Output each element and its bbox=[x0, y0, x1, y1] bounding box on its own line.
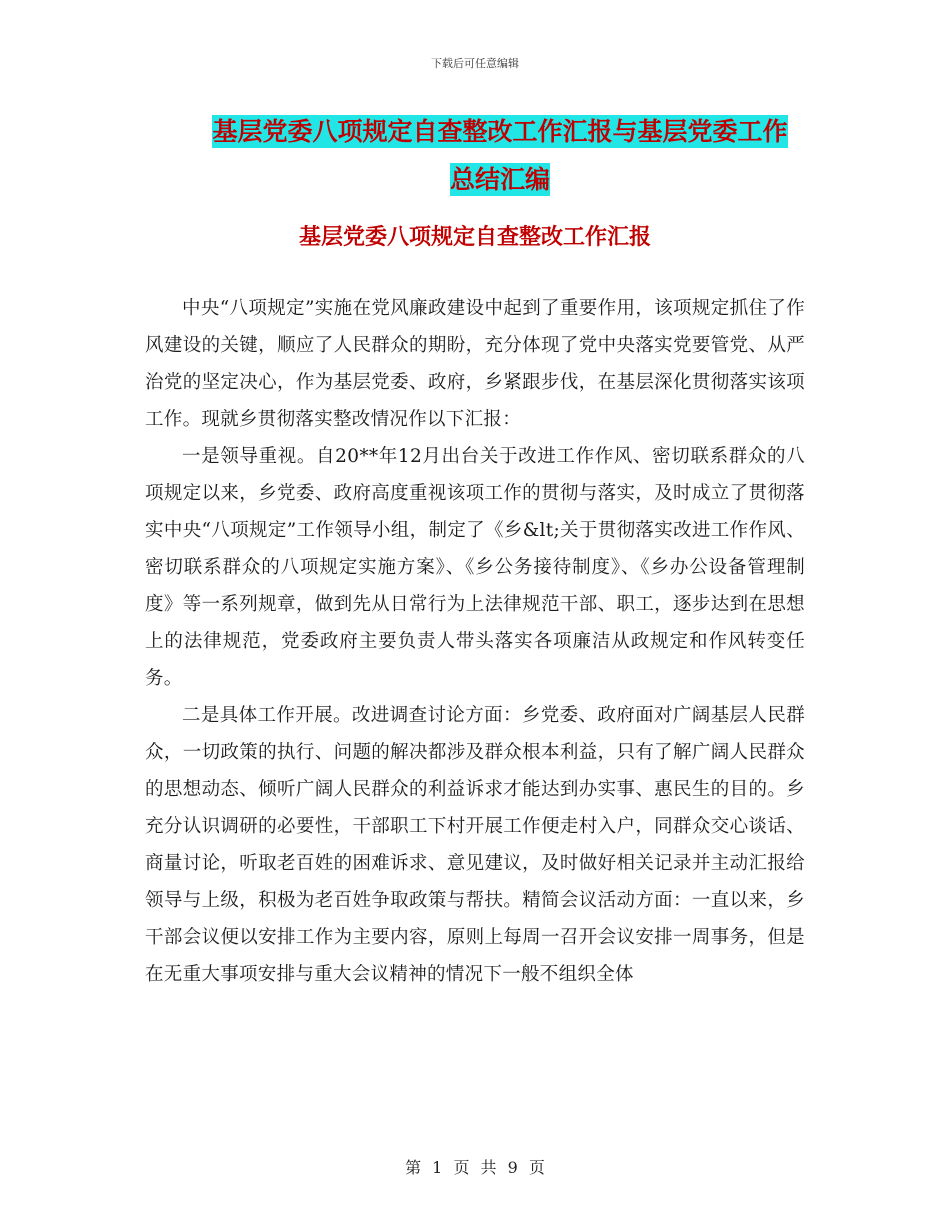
document-title-line-2: 总结汇编 bbox=[449, 165, 550, 194]
document-body bbox=[145, 290, 805, 993]
paragraph-work-progress: 二是具体工作开展。改进调查讨论方面：乡党委、政府面对广阔基层人民群众，一切政策的执行、问题的解决都涉及群众根本利益，只有了解广阔人民群众的思想动态、倾听广阔人民群众的利益诉求才能达到办实事、惠民生的目的。乡充分认识调研的必要性，干部职工下村开展工作便走村入户，同群众交心谈话、商量讨论，听取老百姓的困难诉求、意见建议，及时做好相关记录并主动汇报给领导与上级，积极为老百姓争取政策与帮扶。精简会议活动方面：一直以来，乡干部会议便以安排工作为主要内容，原则上每周一召开会议安排一周事务，但是在无重大事项安排与重大会议精神的情况下一般不组织全体 bbox=[145, 705, 805, 985]
page-header-note: 下载后可任意编辑 bbox=[431, 57, 519, 70]
paragraph-leadership: 一是领导重视。自20**年12月出台关于改进工作作风、密切联系群众的八项规定以来，乡党委、政府高度重视该项工作的贯彻与落实，及时成立了贯彻落实中央“八项规定”工作领导小组，制定了《乡&lt;关于贯彻落实改进工作作风、密切联系群众的八项规定实施方案》、《乡公务接待制度》、《乡办公设备管理制度》等一系列规章，做到先从日常行为上法律规范干部、职工，逐步达到在思想上的法律规范，党委政府主要负责人带头落实各项廉洁从政规定和作风转变任务。 bbox=[145, 446, 805, 689]
paragraph-intro: 中央“八项规定”实施在党风廉政建设中起到了重要作用，该项规定抓住了作风建设的关键，顺应了人民群众的期盼，充分体现了党中央落实党要管党、从严治党的坚定决心，作为基层党委、政府，乡紧跟步伐，在基层深化贯彻落实该项工作。现就乡贯彻落实整改情况作以下汇报： bbox=[145, 298, 805, 430]
section-title: 基层党委八项规定自查整改工作汇报 bbox=[298, 224, 651, 250]
page-number: 第 1 页 共 9 页 bbox=[405, 1158, 545, 1177]
document-title bbox=[120, 108, 880, 204]
document-title-line-1: 基层党委八项规定自查整改工作汇报与基层党委工作 bbox=[212, 117, 788, 146]
